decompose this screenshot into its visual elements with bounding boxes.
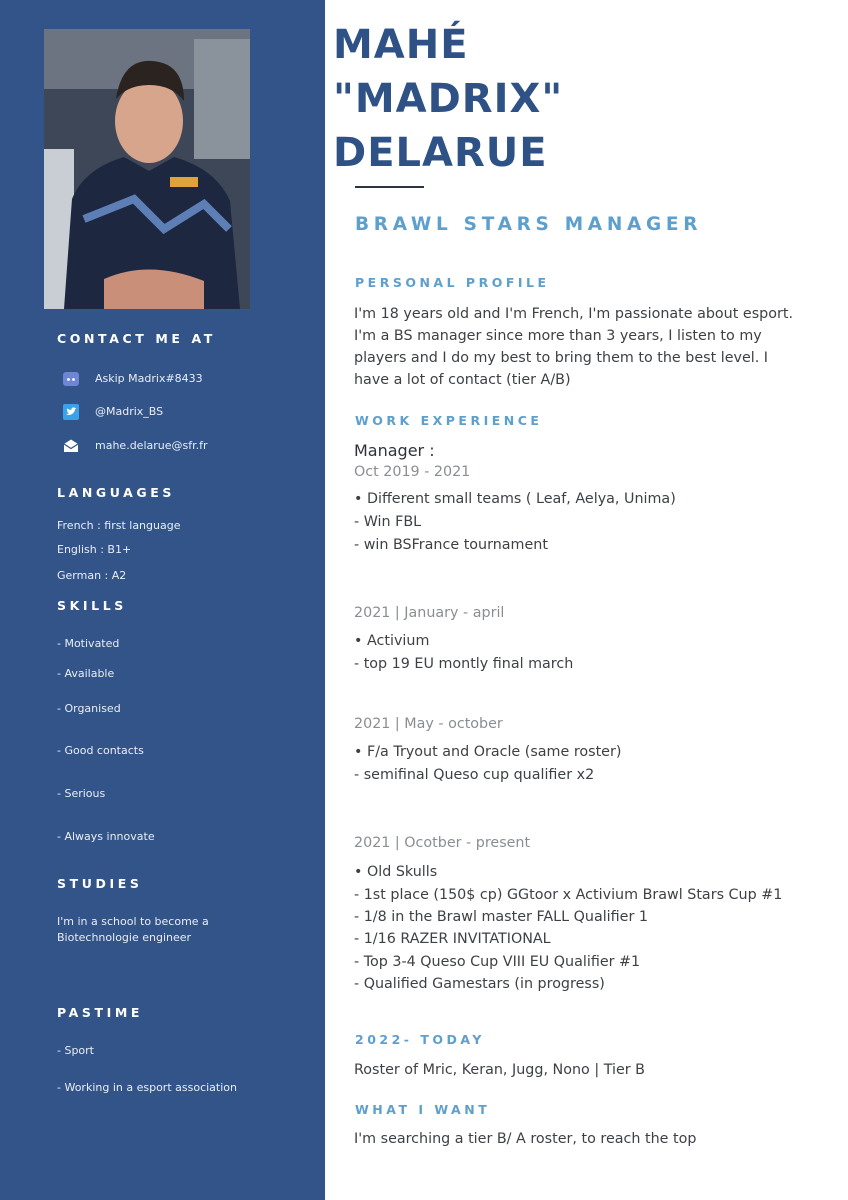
full-name <box>333 18 793 180</box>
name-last: DELARUE <box>333 130 548 176</box>
today-heading: 2022- TODAY <box>355 1032 485 1047</box>
today-text: Roster of Mric, Keran, Jugg, Nono | Tier B <box>354 1062 645 1078</box>
contact-heading: CONTACT ME AT <box>57 331 216 346</box>
pastime-item: - Sport <box>57 1044 94 1057</box>
work-period: 2021 | January - april <box>354 605 505 621</box>
profile-photo <box>44 29 250 309</box>
work-line: - win BSFrance tournament <box>354 537 548 553</box>
work-line: - top 19 EU montly final march <box>354 656 574 672</box>
pastime-item: - Working in a esport association <box>57 1081 237 1094</box>
work-line: • Old Skulls <box>354 864 438 880</box>
studies-line: Biotechnologie engineer <box>57 931 192 944</box>
studies-line: I'm in a school to become a <box>57 915 209 928</box>
language-item: English : B1+ <box>57 543 132 556</box>
skill-item: - Organised <box>57 702 121 715</box>
work-line: - 1/8 in the Brawl master FALL Qualifier 1 <box>354 909 648 925</box>
work-period: 2021 | May - october <box>354 716 503 732</box>
email-address: mahe.delarue@sfr.fr <box>95 439 208 452</box>
language-item: German : A2 <box>57 569 127 582</box>
work-period: 2021 | Ocotber - present <box>354 835 531 851</box>
language-item: French : first language <box>57 519 181 532</box>
work-line: - Win FBL <box>354 514 422 530</box>
profile-photo-illustration <box>44 29 250 309</box>
profile-text: I'm 18 years old and I'm French, I'm passionate about esport. I'm a BS manager since more than 3 years, I listen to my players and I do my best to bring them to the best level. I have a lot of contact (tier A/B) <box>354 306 793 388</box>
work-line: - Top 3-4 Queso Cup VIII EU Qualifier #1 <box>354 954 641 970</box>
work-line: • Different small teams ( Leaf, Aelya, Unima) <box>354 491 676 507</box>
work-title: Manager : <box>354 441 435 460</box>
discord-icon <box>63 371 79 387</box>
discord-handle: Askip Madrix#8433 <box>95 372 203 385</box>
skill-item: - Available <box>57 667 115 680</box>
work-line: • Activium <box>354 633 430 649</box>
job-role: BRAWL STARS MANAGER <box>355 214 703 235</box>
work-line: • F/a Tryout and Oracle (same roster) <box>354 744 622 760</box>
skill-item: - Good contacts <box>57 744 144 757</box>
skill-item: - Motivated <box>57 637 120 650</box>
work-line: - 1/16 RAZER INVITATIONAL <box>354 931 551 947</box>
languages-heading: LANGUAGES <box>57 485 176 500</box>
work-line: - Qualified Gamestars (in progress) <box>354 976 605 992</box>
name-first: MAHÉ <box>333 22 469 68</box>
envelope-icon <box>63 438 79 454</box>
name-divider <box>355 186 424 188</box>
twitter-icon <box>63 404 79 420</box>
studies-heading: STUDIES <box>57 876 143 891</box>
want-text: I'm searching a tier B/ A roster, to reach the top <box>354 1131 697 1147</box>
work-line: - semifinal Queso cup qualifier x2 <box>354 767 595 783</box>
profile-heading: PERSONAL PROFILE <box>355 275 550 290</box>
sidebar <box>0 0 325 1200</box>
want-heading: WHAT I WANT <box>355 1102 491 1117</box>
work-line: - 1st place (150$ cp) GGtoor x Activium Brawl Stars Cup #1 <box>354 887 783 903</box>
work-period: Oct 2019 - 2021 <box>354 464 471 480</box>
work-heading: WORK EXPERIENCE <box>355 413 543 428</box>
skill-item: - Serious <box>57 787 106 800</box>
pastime-heading: PASTIME <box>57 1005 144 1020</box>
skills-heading: SKILLS <box>57 598 127 613</box>
skill-item: - Always innovate <box>57 830 155 843</box>
name-nickname: "MADRIX" <box>333 76 564 122</box>
twitter-handle: @Madrix_BS <box>95 405 164 418</box>
